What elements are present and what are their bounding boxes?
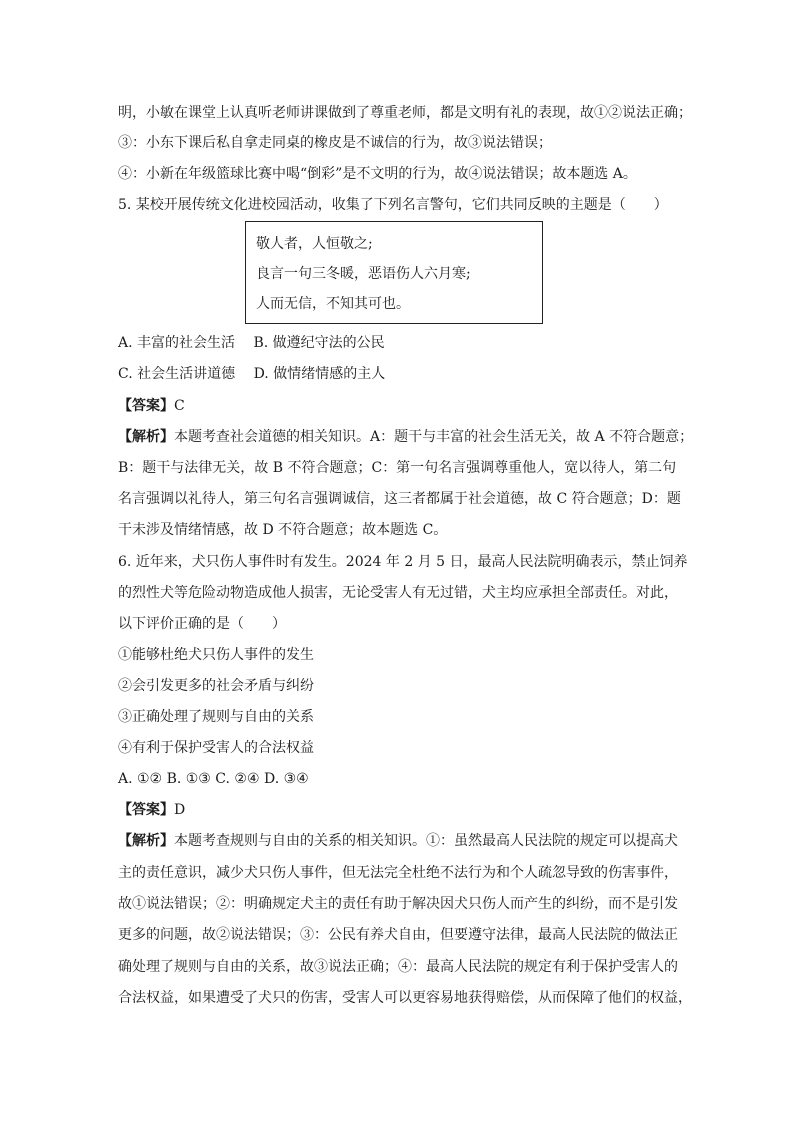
q5-answer-value: C — [174, 398, 185, 414]
q6-analysis-line-5: 确处理了规则与自由的关系，故③说法正确；④：最高人民法院的规定有利于保护受害人的 — [118, 959, 678, 975]
q5-options-line-2: C. 社会生活讲道德 D. 做情绪情感的主人 — [118, 366, 386, 382]
q6-stem-line-2: 的烈性犬等危险动物造成他人损害，无论受害人有无过错，犬主均应承担全部责任。对此， — [118, 585, 678, 601]
q5-stem: 5. 某校开展传统文化进校园活动，收集了下列名言警句，它们共同反映的主题是（ ） — [118, 197, 668, 213]
q6-stem-line-1: 6. 近年来，犬只伤人事件时有发生。2024 年 2 月 5 日，最高人民法院明确表示，禁止饲养 — [118, 554, 688, 570]
q6-analysis-text-1: 本题考查规则与自由的关系的相关知识。①：虽然最高人民法院的规定可以提高犬 — [174, 833, 678, 849]
q6-analysis-line-1 — [118, 831, 678, 851]
q5-analysis-line-1 — [118, 427, 693, 447]
q6-options: A. ①② B. ①③ C. ②④ D. ③④ — [118, 771, 309, 787]
q6-answer — [118, 800, 185, 820]
q6-answer-value: D — [174, 802, 186, 818]
q5-analysis-tag: 【解析】 — [118, 429, 174, 445]
q5-analysis-line-3: 名言强调以礼待人，第三句名言强调诚信，这三者都属于社会道德，故 C 符合题意；D：题 — [118, 491, 681, 507]
q6-analysis-line-3: 故①说法错误；②：明确规定犬主的责任有助于解决因犬只伤人而产生的纠纷，而不是引发 — [118, 896, 678, 912]
q5-options-line-1: A. 丰富的社会生活 B. 做遵纪守法的公民 — [118, 335, 385, 351]
q6-analysis-line-2: 主的责任意识，减少犬只伤人事件，但无法完全杜绝不法行为和个人疏忽导致的伤害事件， — [118, 865, 678, 881]
q5-analysis-line-2: B：题干与法律无关，故 B 不符合题意；C：第一句名言强调尊重他人，宽以待人，第二句 — [118, 460, 677, 476]
q5-analysis-text-1: 本题考查社会道德的相关知识。A：题干与丰富的社会生活无关，故 A 不符合题意； — [174, 429, 694, 445]
q5-quote-1: 敬人者，人恒敬之; — [256, 236, 373, 252]
q6-stem-line-3: 以下评价正确的是（ ） — [118, 616, 286, 632]
q5-quote-2: 良言一句三冬暖，恶语伤人六月寒; — [256, 266, 471, 282]
q6-item-1: ①能够杜绝犬只伤人事件的发生 — [118, 647, 314, 663]
q6-item-2: ②会引发更多的社会矛盾与纠纷 — [118, 678, 314, 694]
q6-analysis-line-4: 更多的问题，故②说法错误；③：公民有养犬自由，但要遵守法律，最高人民法院的做法正 — [118, 927, 678, 943]
q5-analysis-line-4: 干未涉及情绪情感，故 D 不符合题意；故本题选 C。 — [118, 522, 448, 538]
q5-answer — [118, 396, 185, 416]
q6-item-4: ④有利于保护受害人的合法权益 — [118, 740, 314, 756]
q5-answer-tag: 【答案】 — [118, 398, 174, 414]
q6-answer-tag: 【答案】 — [118, 802, 174, 818]
q4-analysis-line-1: 明，小敏在课堂上认真听老师讲课做到了尊重老师，都是文明有礼的表现，故①②说法正确； — [118, 105, 692, 121]
q4-analysis-line-2: ③：小东下课后私自拿走同桌的橡皮是不诚信的行为，故③说法错误； — [118, 135, 552, 151]
q6-item-3: ③正确处理了规则与自由的关系 — [118, 709, 314, 725]
q6-analysis-line-6: 合法权益，如果遭受了犬只的伤害，受害人可以更容易地获得赔偿，从而保障了他们的权益， — [118, 990, 692, 1006]
q4-analysis-line-3: ④：小新在年级篮球比赛中喝“倒彩”是不文明的行为，故④说法错误；故本题选 A。 — [118, 166, 637, 182]
q5-quote-box — [245, 221, 543, 324]
q5-quote-3: 人而无信，不知其可也。 — [256, 296, 410, 312]
q6-analysis-tag: 【解析】 — [118, 833, 174, 849]
